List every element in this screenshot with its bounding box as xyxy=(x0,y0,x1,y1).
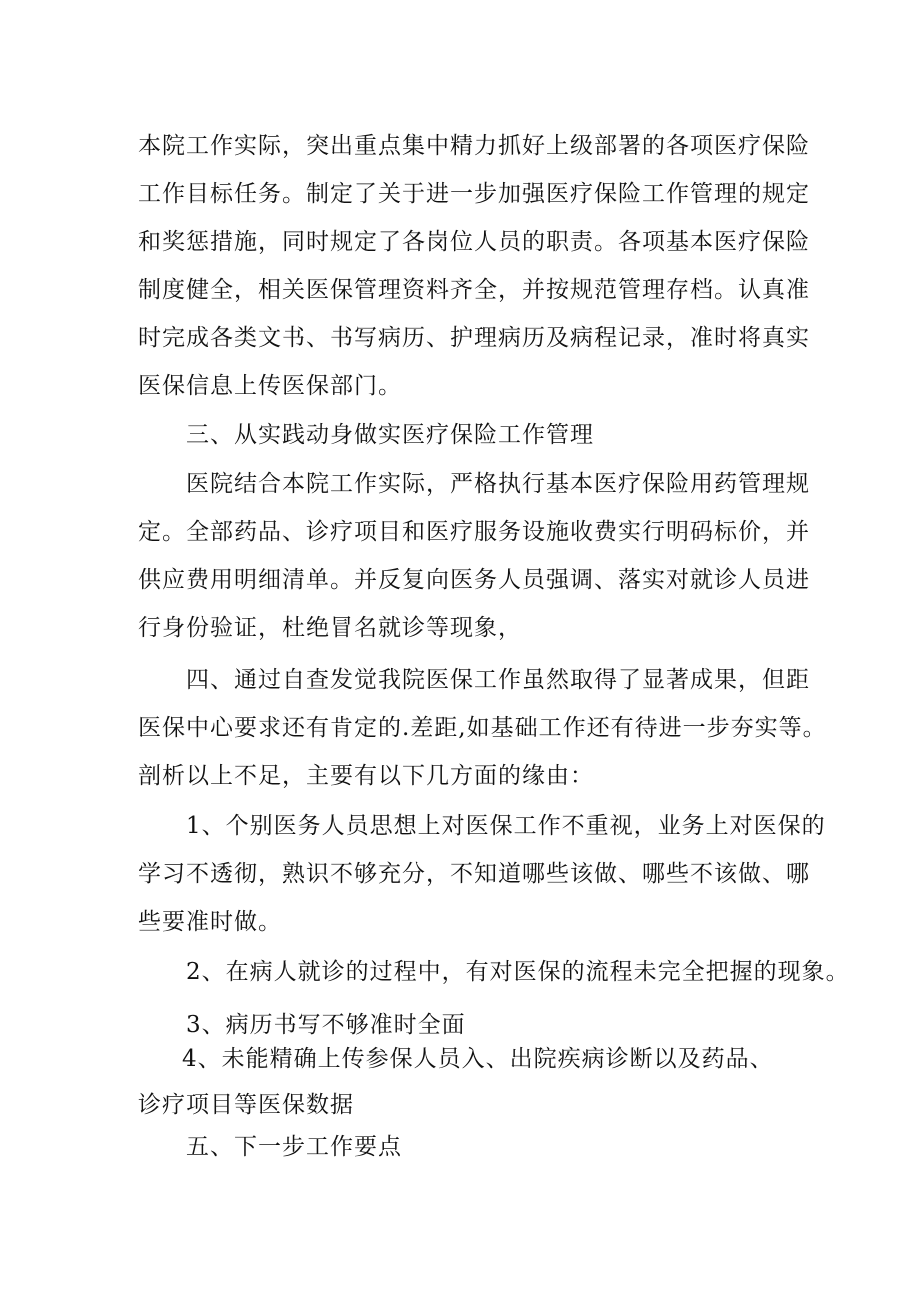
text-line: 诊疗项目等医保数据 xyxy=(138,1092,354,1118)
heading-text: 三、从实践动身做实医疗保险工作管理 xyxy=(186,422,594,448)
text-line: 定。全部药品、诊疗项目和医疗服务设施收费实行明码标价，并 xyxy=(138,519,810,545)
text-line: 1、个别医务人员思想上对医保工作不重视，业务上对医保的 xyxy=(186,813,826,839)
text-line: 行身份验证，杜绝冒名就诊等现象， xyxy=(138,615,522,641)
text-line: 时完成各类文书、书写病历、护理病历及病程记录，准时将真实 xyxy=(138,325,810,351)
text-line: 医院结合本院工作实际，严格执行基本医疗保险用药管理规 xyxy=(186,471,810,497)
list-item-4 xyxy=(138,1036,798,1128)
text-line: 四、通过自查发觉我院医保工作虽然取得了显著成果，但距 xyxy=(186,667,810,693)
text-line: 和奖惩措施，同时规定了各岗位人员的职责。各项基本医疗保险 xyxy=(138,229,810,255)
paragraph-section-3 xyxy=(138,460,810,652)
text-line: 供应费用明细清单。并反复向医务人员强调、落实对就诊人员进 xyxy=(138,567,810,593)
text-line: 剖析以上不足，主要有以下几方面的缘由： xyxy=(138,763,594,789)
paragraph-section-4 xyxy=(138,656,827,800)
text-line: 3、病历书写不够准时全面 xyxy=(186,1012,466,1038)
section-heading-5 xyxy=(186,1123,846,1171)
text-line: 工作目标任务。制定了关于进一步加强医疗保险工作管理的规定 xyxy=(138,181,810,207)
text-line: 医保信息上传医保部门。 xyxy=(138,373,402,399)
text-line: 学习不透彻，熟识不够充分，不知道哪些该做、哪些不该做、哪 xyxy=(138,861,810,887)
paragraph-continuation xyxy=(138,122,810,410)
text-line: 医保中心要求还有肯定的.差距,如基础工作还有待进一步夯实等。 xyxy=(138,715,827,741)
text-line: 4、未能精确上传参保人员入、出院疾病诊断以及药品、 xyxy=(182,1046,774,1072)
text-line: 本院工作实际，突出重点集中精力抓好上级部署的各项医疗保险 xyxy=(138,133,810,159)
list-item-2 xyxy=(138,948,850,996)
list-item-1 xyxy=(138,802,826,946)
text-line: 制度健全，相关医保管理资料齐全，并按规范管理存档。认真准 xyxy=(138,277,810,303)
text-line: 2、在病人就诊的过程中，有对医保的流程未完全把握的现象。 xyxy=(186,959,850,985)
section-heading-3 xyxy=(186,411,846,459)
text-line: 些要准时做。 xyxy=(138,909,282,935)
heading-text: 五、下一步工作要点 xyxy=(186,1134,402,1160)
